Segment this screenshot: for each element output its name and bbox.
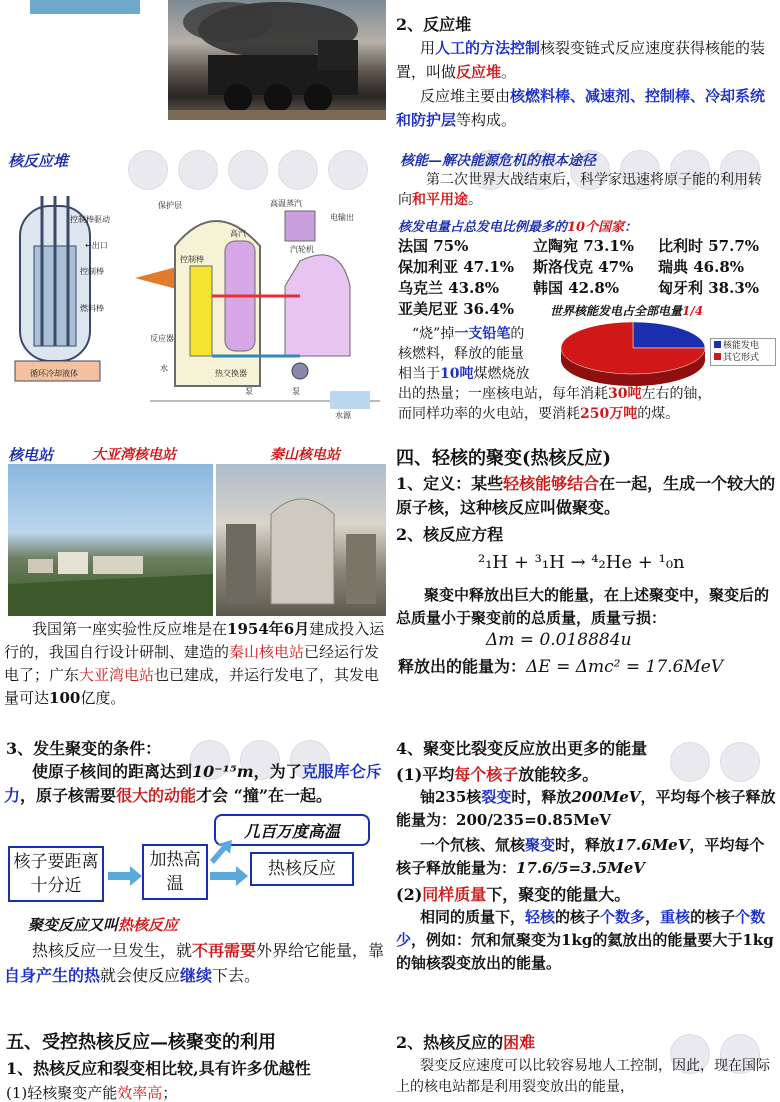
label-shield: 保护层	[158, 201, 182, 210]
difficulty-heading: 2、热核反应的困难	[396, 1033, 536, 1052]
country-cell: 立陶宛 73.1%	[533, 237, 635, 255]
flow-box-reaction: 热核反应	[250, 852, 354, 886]
qinshan-title: 秦山核电站	[270, 447, 340, 463]
uranium-fission-text: 铀235核裂变时，释放200MeV，平均每个核子释放能量为：200/235=0.85MeV	[396, 788, 776, 829]
conditions-text: 使原子核间的距离达到10⁻¹⁵m，为了克服库仑斥力，原子核需要很大的动能才会 “撞”在一起。	[4, 762, 382, 805]
self-sustain-text: 热核反应一旦发生，就不再需要外界给它能量，靠自身产生的热就会使反应继续下去。	[4, 941, 385, 985]
banner-high-temp: 几百万度高温	[214, 814, 370, 846]
pie-slice-0	[633, 322, 705, 348]
decor-circle	[278, 150, 318, 190]
label-generator: 电输出	[330, 213, 354, 222]
advantage-line: 1、热核反应和裂变相比较,具有许多优越性	[6, 1059, 311, 1078]
country-cell: 斯洛伐克 47%	[533, 258, 634, 276]
daya-bay-illustration	[8, 464, 213, 616]
label-pump: 泵	[245, 387, 253, 396]
decor-circle	[228, 150, 268, 190]
panel-energy	[390, 146, 780, 436]
country-cell: 瑞典 46.8%	[658, 258, 745, 276]
section-heading: 2、反应堆	[396, 15, 472, 34]
energy-line: 释放出的能量为：ΔE = Δmc² = 17.6MeV	[398, 657, 724, 677]
country-list-title: 核发电量占总发电比例最多的10个国家：	[398, 220, 638, 235]
label-outlet: ←出口	[85, 241, 108, 250]
energy-intro: 第二次世界大战结束后，科学家迅速将原子能的利用转向和平用途。	[398, 172, 762, 208]
efficiency-line: (1)轻核聚变产能效率高；	[6, 1084, 178, 1102]
mass-defect-value: Δm = 0.018884u	[486, 630, 632, 650]
label-turbine: 汽轮机	[290, 245, 314, 254]
label-steam: 高温蒸汽	[270, 199, 302, 208]
country-cell: 保加利亚 47.1%	[398, 258, 515, 276]
conditions-heading: 3、发生聚变的条件：	[6, 739, 162, 758]
decor-circle	[178, 150, 218, 190]
equation-heading: 2、核反应方程	[396, 525, 504, 544]
label-heat-exchanger: 热交换器	[215, 369, 247, 378]
mass-defect-text: 聚变中释放出巨大的能量，在上述聚变中，聚变后的总质量小于聚变前的总质量，质量亏损：	[396, 586, 770, 627]
pencil-text: “烧”掉一支铅笔的 核燃料，释放的能量 相当于10吨煤燃烧放	[398, 326, 530, 382]
flow-box-heat: 加热高温	[142, 844, 208, 900]
difficulty-text: 裂变反应速度可以比较容易地人工控制，因此，现在国际上的核电站都是利用裂变放出的能量，	[396, 1058, 770, 1095]
station-title: 核电站	[8, 446, 54, 464]
daya-bay-title: 大亚湾核电站	[92, 447, 176, 463]
panel-reactor-diagram	[0, 146, 390, 436]
daya-bay-photo	[8, 464, 213, 616]
label-fuel-rod: 燃料棒	[80, 304, 104, 313]
pie-chart	[558, 318, 708, 388]
station-history: 我国第一座实验性反应堆是在1954年6月建成投入运行的，我国自行设计研制、建造的秦山核电站已经运行发电了；广东大亚湾电站也已建成，并运行发电了，其发电量可达100亿度。	[4, 620, 385, 707]
panel-stations	[0, 440, 390, 710]
fusion-equation: ²₁H + ³₁H → ⁴₂He + ¹₀n	[478, 552, 685, 573]
panel-conditions	[0, 722, 390, 1000]
country-cell: 法国 75%	[398, 237, 469, 255]
label-water-source: 水源	[335, 411, 351, 420]
reactor-title: 核反应堆	[8, 152, 69, 170]
steam-train-photo	[168, 0, 386, 120]
photo-cropped	[30, 0, 140, 14]
reactor-components: 反应堆主要由核燃料棒、减速剂、控制棒、冷却系统和防护层等构成。	[396, 87, 766, 129]
label-rod2: 控制棒	[180, 255, 204, 264]
decor-circle	[328, 150, 368, 190]
panel-top-left	[0, 0, 390, 142]
compare-s2: (2)同样质量下，聚变的能量大。	[396, 885, 631, 904]
label-hot: 高汽	[230, 229, 246, 238]
world-share-title: 世界核能发电占全部电量1/4	[550, 304, 704, 318]
decor-circle	[128, 150, 168, 190]
decor-circle	[720, 742, 760, 782]
consumption-text: 出的热量；一座核电站，每年消耗30吨左右的铀， 而同样功率的火电站，要消耗250万吨的煤。	[398, 386, 712, 422]
steam-train-illustration	[168, 0, 386, 120]
dt-fusion-text: 一个氘核、氚核聚变时，释放17.6MeV，平均每个核子释放能量为：17.6/5=3.5MeV	[396, 836, 765, 877]
fusion-heading: 四、轻核的聚变(热核反应)	[396, 448, 612, 469]
reactor-diagram	[0, 186, 390, 436]
decor-circle	[670, 742, 710, 782]
flow-box-close: 核子要距离十分近	[8, 846, 104, 902]
label-reactor: 反应器	[150, 334, 174, 343]
panel-controlled	[0, 1012, 390, 1102]
thermonuclear-note: 聚变反应又叫热核反应	[28, 916, 179, 934]
legend-item: 其它形式	[714, 352, 772, 364]
country-cell: 乌克兰 43.8%	[398, 279, 500, 297]
reactor-definition: 用人工的方法控制核裂变链式反应速度获得核能的装置，叫做反应堆。	[396, 39, 766, 81]
mass-compare-text: 相同的质量下，轻核的核子个数多，重核的核子个数少，例如：氘和氚聚变为1kg的氦放出的能量要大于1kg的铀核裂变放出的能量。	[396, 908, 774, 972]
compare-heading: 4、聚变比裂变反应放出更多的能量	[396, 739, 648, 758]
country-cell: 亚美尼亚 36.4%	[398, 300, 515, 318]
qinshan-photo	[216, 464, 386, 616]
panel-reactor-definition	[390, 0, 780, 142]
controlled-heading: 五、受控热核反应—核聚变的利用	[6, 1032, 276, 1053]
label-water: 水	[160, 364, 168, 373]
cropped-line	[398, 0, 768, 2]
label-control-rod: 控制棒	[80, 267, 104, 276]
fusion-definition: 1、定义：某些轻核能够结合在一起，生成一个较大的原子核，这种核反应叫做聚变。	[396, 474, 776, 517]
panel-compare	[390, 722, 780, 1000]
label-pump2: 泵	[292, 387, 300, 396]
energy-title: 核能—解决能源危机的根本途径	[400, 153, 596, 169]
pie-legend	[710, 338, 776, 366]
panel-fusion	[390, 440, 780, 710]
legend-item: 核能发电	[714, 340, 772, 352]
label-drive: 控制棒驱动	[70, 215, 110, 224]
country-cell: 韩国 42.8%	[533, 279, 620, 297]
panel-difficulty	[390, 1012, 780, 1102]
compare-s1: (1)平均每个核子放能较多。	[396, 765, 599, 784]
country-cell: 匈牙利 38.3%	[658, 279, 760, 297]
country-cell: 比利时 57.7%	[658, 237, 760, 255]
label-coolant: 循环冷却液体	[30, 369, 78, 378]
qinshan-illustration	[216, 464, 386, 616]
